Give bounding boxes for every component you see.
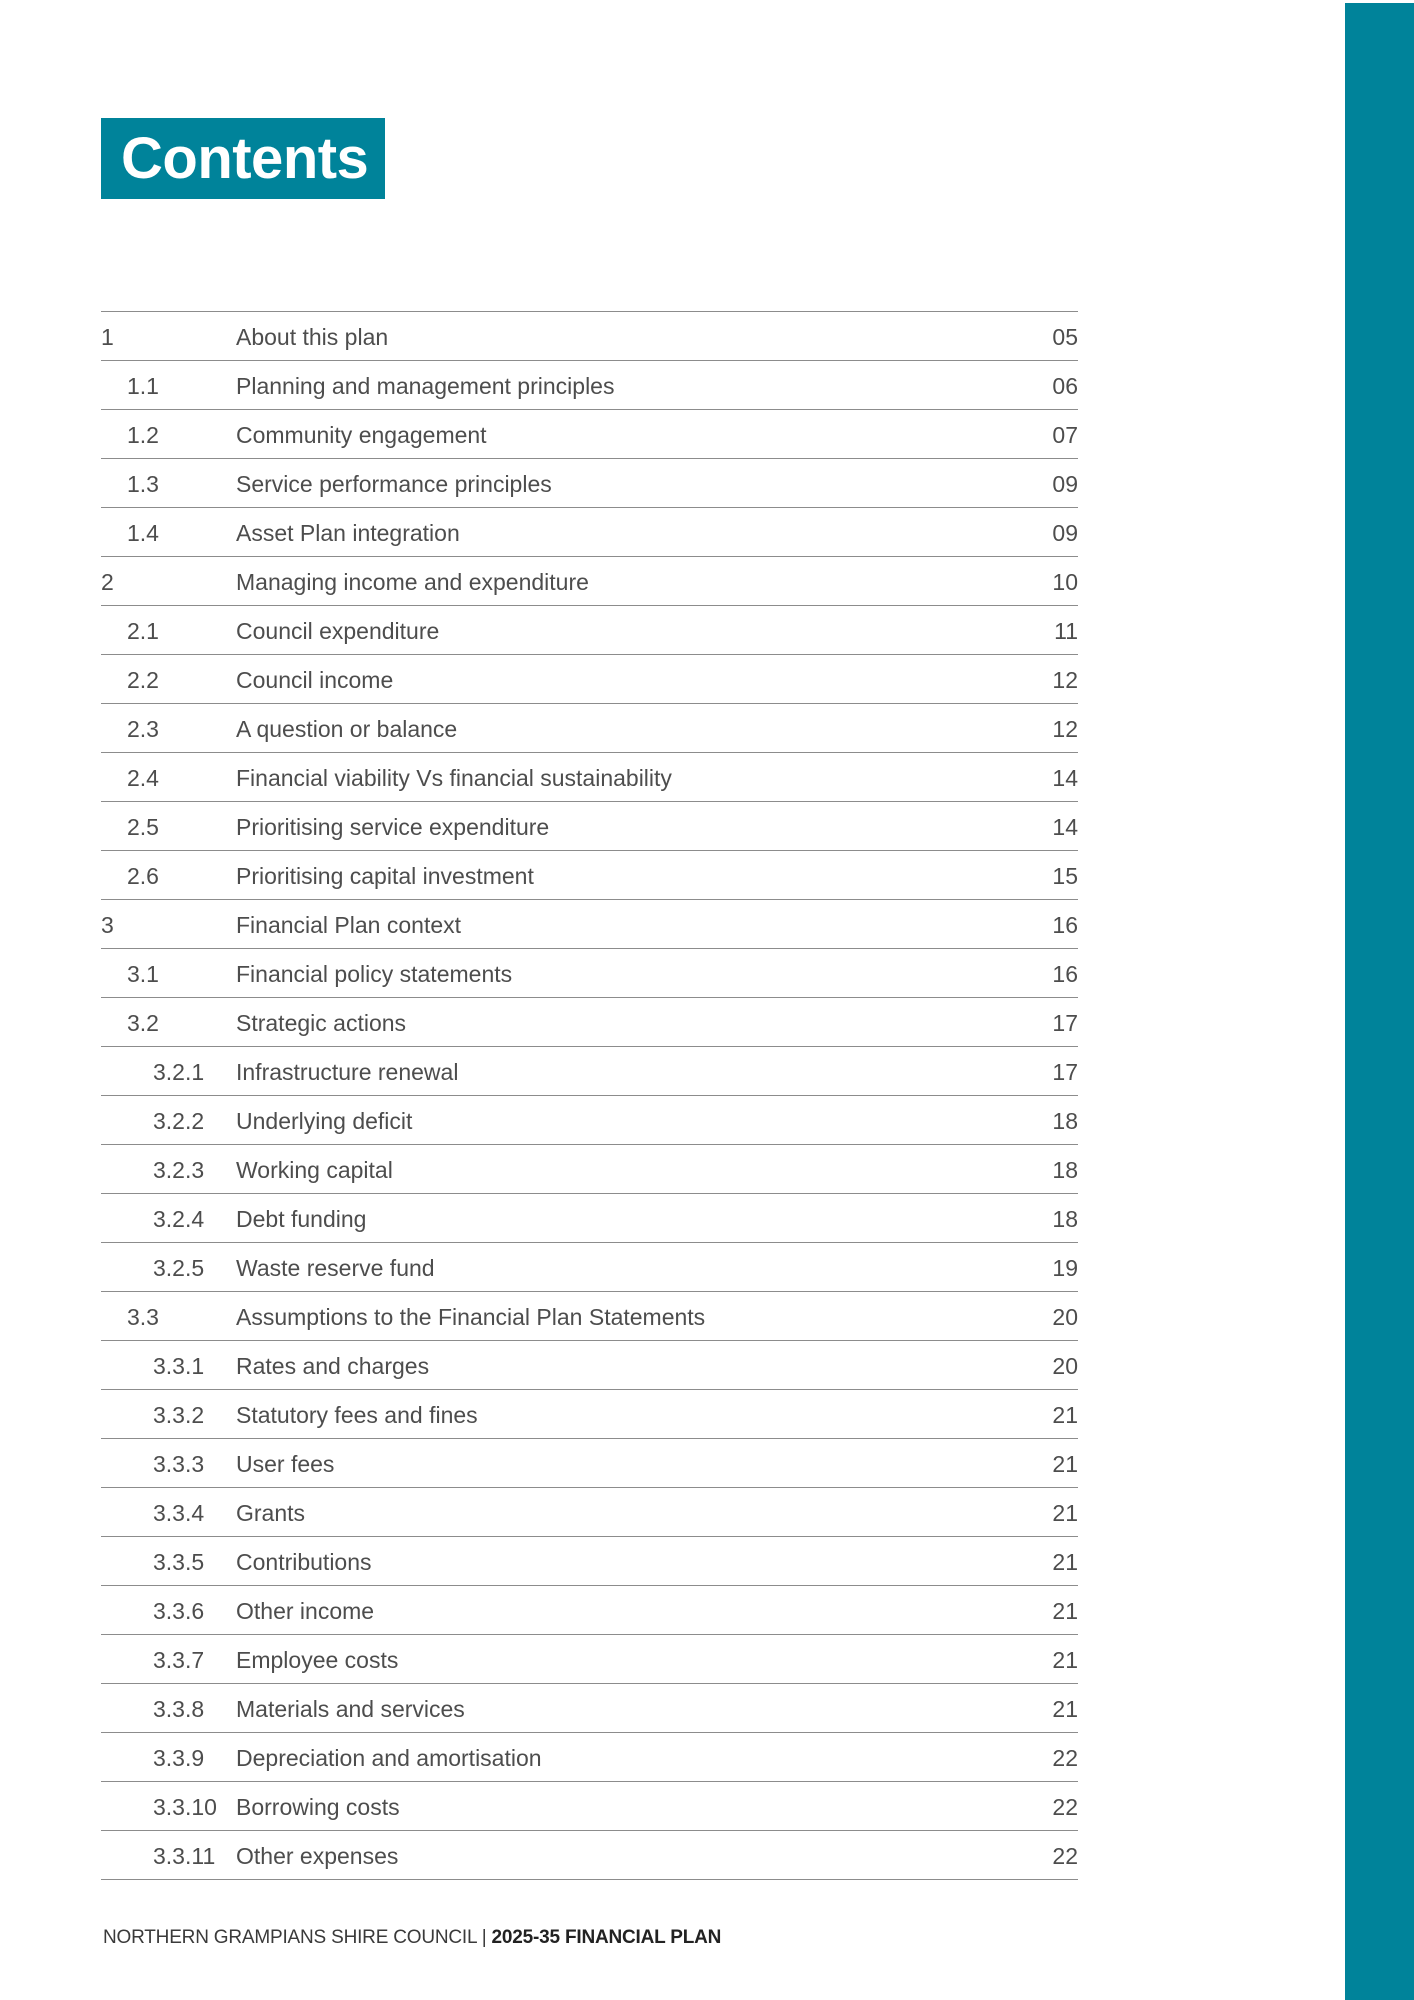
toc-row[interactable] <box>101 1635 1078 1684</box>
toc-section-title: Waste reserve fund <box>236 1255 435 1281</box>
toc-row[interactable] <box>101 900 1078 949</box>
toc-row[interactable] <box>101 1439 1078 1488</box>
toc-section-number: 3.3.6 <box>153 1598 205 1624</box>
contents-heading <box>101 118 385 199</box>
toc-section-number: 3.3.2 <box>153 1402 205 1428</box>
toc-section-title: Materials and services <box>236 1696 465 1722</box>
toc-section-number: 2.4 <box>127 765 159 791</box>
toc-section-title: Rates and charges <box>236 1353 430 1379</box>
toc-section-number: 3.2.5 <box>153 1255 205 1281</box>
toc-section-title: Contributions <box>236 1549 372 1575</box>
toc-page-number: 22 <box>1052 1794 1078 1820</box>
toc-row[interactable] <box>101 1292 1078 1341</box>
toc-section-number: 3.3.10 <box>153 1794 217 1820</box>
toc-page-number: 11 <box>1054 618 1078 644</box>
toc-section-title: Infrastructure renewal <box>236 1059 459 1085</box>
toc-row[interactable] <box>101 753 1078 802</box>
toc-page-number: 22 <box>1052 1745 1078 1771</box>
toc-page-number: 21 <box>1052 1598 1078 1624</box>
toc-row[interactable] <box>101 1145 1078 1194</box>
toc-page-number: 05 <box>1052 324 1078 350</box>
toc-page-number: 10 <box>1052 569 1078 595</box>
toc-section-number: 3.3.8 <box>153 1696 205 1722</box>
toc-row[interactable] <box>101 1733 1078 1782</box>
toc-section-number: 2.1 <box>127 618 159 644</box>
toc-row[interactable] <box>101 802 1078 851</box>
toc-row[interactable] <box>101 949 1078 998</box>
toc-section-title: Financial policy statements <box>236 961 513 987</box>
toc-section-number: 3.2.4 <box>153 1206 205 1232</box>
toc-section-title: Statutory fees and fines <box>236 1402 478 1428</box>
toc-row[interactable] <box>101 1243 1078 1292</box>
toc-page-number: 21 <box>1052 1402 1078 1428</box>
toc-row[interactable] <box>101 1782 1078 1831</box>
toc-page-number: 12 <box>1052 716 1078 742</box>
toc-row[interactable] <box>101 851 1078 900</box>
toc-page-number: 21 <box>1052 1647 1078 1673</box>
toc-page-number: 17 <box>1052 1010 1078 1036</box>
toc-row[interactable] <box>101 998 1078 1047</box>
toc-section-title: Managing income and expenditure <box>236 569 589 595</box>
toc-section-title: Service performance principles <box>236 471 552 497</box>
toc-page-number: 18 <box>1052 1157 1078 1183</box>
toc-row[interactable] <box>101 410 1078 459</box>
table-of-contents <box>101 311 1078 1880</box>
toc-page-number: 09 <box>1052 471 1078 497</box>
toc-section-number: 2.3 <box>127 716 159 742</box>
toc-page-number: 19 <box>1052 1255 1078 1281</box>
toc-section-number: 1.1 <box>127 373 159 399</box>
toc-section-title: Depreciation and amortisation <box>236 1745 542 1771</box>
toc-row[interactable] <box>101 508 1078 557</box>
toc-section-number: 2.2 <box>127 667 159 693</box>
toc-section-number: 3.3.1 <box>153 1353 205 1379</box>
toc-section-number: 2.5 <box>127 814 159 840</box>
toc-section-title: User fees <box>236 1451 335 1477</box>
toc-page-number: 18 <box>1052 1108 1078 1134</box>
toc-section-title: Other expenses <box>236 1843 399 1869</box>
toc-page-number: 14 <box>1052 765 1078 791</box>
toc-page-number: 14 <box>1052 814 1078 840</box>
toc-section-number: 3.3.7 <box>153 1647 205 1673</box>
toc-page-number: 12 <box>1052 667 1078 693</box>
toc-row[interactable] <box>101 1096 1078 1145</box>
toc-page-number: 16 <box>1052 961 1078 987</box>
toc-section-title: Prioritising service expenditure <box>236 814 550 840</box>
toc-section-title: A question or balance <box>236 716 458 742</box>
toc-section-title: Underlying deficit <box>236 1108 413 1134</box>
toc-section-number: 2 <box>101 569 114 595</box>
toc-section-number: 3 <box>101 912 114 938</box>
toc-row[interactable] <box>101 1194 1078 1243</box>
toc-section-title: Community engagement <box>236 422 487 448</box>
toc-page-number: 21 <box>1052 1696 1078 1722</box>
toc-row[interactable] <box>101 1047 1078 1096</box>
toc-page-number: 16 <box>1052 912 1078 938</box>
toc-section-title: About this plan <box>236 324 389 350</box>
toc-section-title: Debt funding <box>236 1206 367 1232</box>
toc-section-title: Strategic actions <box>236 1010 407 1036</box>
toc-page-number: 21 <box>1052 1451 1078 1477</box>
toc-row[interactable] <box>101 1586 1078 1635</box>
toc-section-number: 1.2 <box>127 422 159 448</box>
toc-section-title: Other income <box>236 1598 375 1624</box>
toc-row[interactable] <box>101 1390 1078 1439</box>
toc-section-number: 1.4 <box>127 520 159 546</box>
toc-page-number: 06 <box>1052 373 1078 399</box>
toc-section-title: Council income <box>236 667 394 693</box>
toc-page-number: 20 <box>1052 1304 1078 1330</box>
toc-section-number: 1 <box>101 324 114 350</box>
toc-page-number: 09 <box>1052 520 1078 546</box>
toc-row[interactable] <box>101 1341 1078 1390</box>
toc-page-number: 15 <box>1052 863 1078 889</box>
toc-section-number: 1.3 <box>127 471 159 497</box>
toc-row[interactable] <box>101 312 1078 361</box>
toc-page-number: 18 <box>1052 1206 1078 1232</box>
toc-section-title: Council expenditure <box>236 618 440 644</box>
toc-section-number: 3.2 <box>127 1010 159 1036</box>
toc-row[interactable] <box>101 1831 1078 1880</box>
toc-row[interactable] <box>101 1684 1078 1733</box>
side-accent-band <box>1345 3 1414 2000</box>
toc-page-number: 17 <box>1052 1059 1078 1085</box>
toc-row[interactable] <box>101 459 1078 508</box>
footer <box>103 1927 721 1949</box>
toc-section-number: 2.6 <box>127 863 159 889</box>
toc-row[interactable] <box>101 704 1078 753</box>
toc-section-title: Grants <box>236 1500 306 1526</box>
toc-section-number: 3.1 <box>127 961 159 987</box>
toc-section-number: 3.2.3 <box>153 1157 205 1183</box>
toc-section-number: 3.3.11 <box>153 1843 216 1869</box>
toc-page-number: 21 <box>1052 1549 1078 1575</box>
toc-section-number: 3.3.4 <box>153 1500 205 1526</box>
toc-page-number: 22 <box>1052 1843 1078 1869</box>
toc-row[interactable] <box>101 655 1078 704</box>
toc-section-title: Planning and management principles <box>236 373 615 399</box>
toc-row[interactable] <box>101 606 1078 655</box>
page-title: Contents <box>121 125 369 191</box>
footer-org: NORTHERN GRAMPIANS SHIRE COUNCIL | <box>103 1927 492 1948</box>
footer-doc-title: 2025-35 FINANCIAL PLAN <box>491 1927 722 1948</box>
toc-row[interactable] <box>101 361 1078 410</box>
toc-section-number: 3.3.3 <box>153 1451 205 1477</box>
toc-section-number: 3.2.1 <box>153 1059 205 1085</box>
toc-page-number: 21 <box>1052 1500 1078 1526</box>
toc-section-number: 3.3.9 <box>153 1745 205 1771</box>
toc-section-title: Employee costs <box>236 1647 399 1673</box>
toc-section-title: Borrowing costs <box>236 1794 400 1820</box>
toc-page-number: 07 <box>1052 422 1078 448</box>
toc-row[interactable] <box>101 557 1078 606</box>
toc-section-title: Financial Plan context <box>236 912 462 938</box>
toc-section-title: Assumptions to the Financial Plan Statements <box>236 1304 706 1330</box>
toc-row[interactable] <box>101 1488 1078 1537</box>
toc-section-title: Financial viability Vs financial sustainability <box>236 765 672 791</box>
toc-section-title: Working capital <box>236 1157 393 1183</box>
toc-page-number: 20 <box>1052 1353 1078 1379</box>
toc-row[interactable] <box>101 1537 1078 1586</box>
toc-section-title: Asset Plan integration <box>236 520 460 546</box>
toc-section-number: 3.2.2 <box>153 1108 205 1134</box>
toc-section-number: 3.3 <box>127 1304 159 1330</box>
toc-section-title: Prioritising capital investment <box>236 863 534 889</box>
toc-section-number: 3.3.5 <box>153 1549 205 1575</box>
